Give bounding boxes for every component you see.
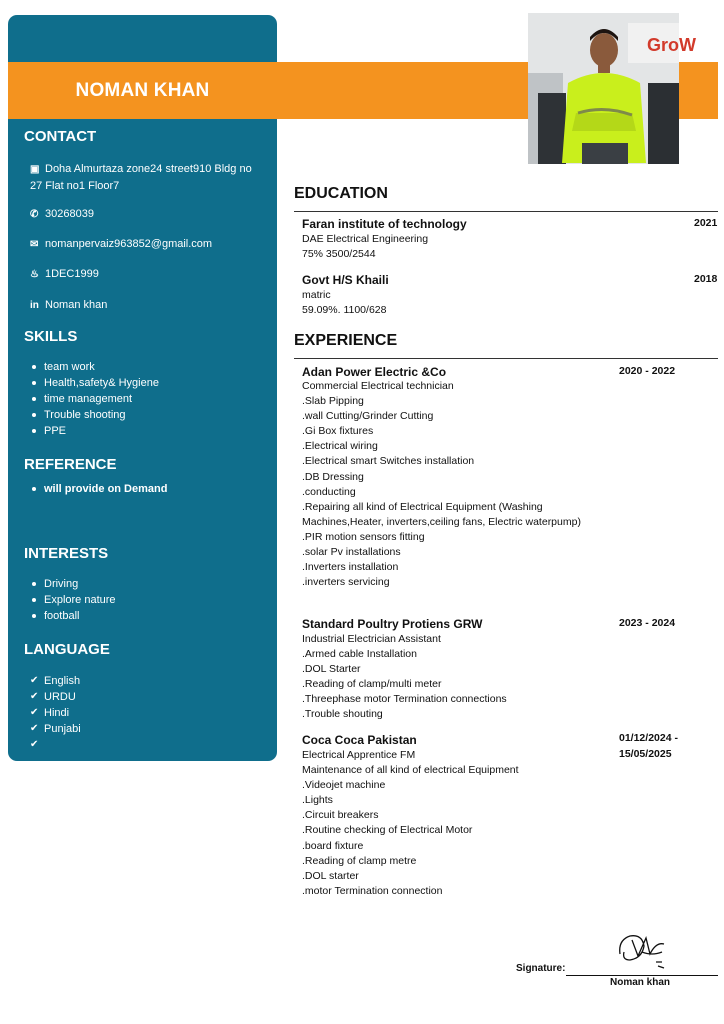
interests-heading: INTERESTS	[24, 545, 109, 562]
job-line: .wall Cutting/Grinder Cutting	[302, 410, 434, 423]
skill-item: team work	[30, 359, 159, 375]
id-card-icon: ▣	[30, 164, 40, 175]
job-line: .Gi Box fixtures	[302, 425, 374, 438]
job-line: Maintenance of all kind of electrical Equipment	[302, 764, 519, 777]
job-line: Industrial Electrician Assistant	[302, 633, 441, 645]
education-year: 2021	[694, 217, 718, 229]
linkedin-icon: in	[30, 300, 39, 311]
job-company: Coca Coca Pakistan	[302, 733, 417, 747]
language-item: ✔ Punjabi	[30, 721, 81, 737]
job-line: Electrical Apprentice FM	[302, 749, 416, 761]
linkedin-text: Noman khan	[45, 299, 108, 311]
skill-item: Health,safety& Hygiene	[30, 375, 159, 391]
job-line: .motor Termination connection	[302, 884, 443, 897]
education-detail: DAE Electrical Engineering	[302, 233, 429, 245]
language-list	[30, 673, 81, 753]
contact-address	[30, 161, 265, 194]
experience-heading: EXPERIENCE	[294, 332, 398, 349]
interest-item: football	[30, 608, 116, 624]
job-line: .DOL Starter	[302, 663, 361, 676]
job-line: .Inverters installation	[302, 561, 399, 574]
job-line: .solar Pv installations	[302, 546, 401, 559]
signature-label: Signature:	[516, 963, 566, 974]
interest-item: Explore nature	[30, 592, 116, 608]
reference-heading: REFERENCE	[24, 456, 117, 473]
skills-list	[30, 359, 159, 439]
interest-item: Driving	[30, 576, 116, 592]
education-divider	[294, 211, 718, 212]
job-details	[302, 379, 612, 590]
signature-line	[566, 975, 718, 976]
skill-item: PPE	[30, 423, 159, 439]
wall-sign-text: GroW	[647, 35, 696, 55]
language-item: ✔ URDU	[30, 689, 81, 705]
email-text: nomanpervaiz963852@gmail.com	[45, 238, 213, 250]
education-school: Govt H/S Khaili	[302, 273, 389, 287]
education-year: 2018	[694, 273, 718, 285]
job-details	[302, 632, 612, 723]
phone-text: 30268039	[45, 208, 94, 220]
education-detail: 75% 3500/2544	[302, 248, 376, 260]
job-line: .conducting	[302, 485, 356, 498]
contact-email	[30, 236, 265, 253]
job-dates-start: 01/12/2024 -	[619, 732, 678, 744]
skill-item: time management	[30, 391, 159, 407]
job-details	[302, 748, 612, 899]
signature-name: Noman khan	[610, 977, 671, 988]
job-line: Commercial Electrical technician	[302, 380, 454, 392]
address-text: Doha Almurtaza zone24 street910 Bldg no 27 Flat no1 Floor7	[30, 163, 252, 192]
job-line: .Electrical smart Switches installation	[302, 455, 475, 468]
skills-heading: SKILLS	[24, 328, 78, 345]
education-school: Faran institute of technology	[302, 217, 467, 231]
cake-icon: ♨	[30, 269, 39, 280]
job-line: .DB Dressing	[302, 470, 364, 483]
job-line: .Electrical wiring	[302, 440, 378, 453]
job-line: .Threephase motor Termination connections	[302, 693, 507, 706]
job-line: .Slab Pipping	[302, 395, 364, 408]
job-company: Adan Power Electric &Co	[302, 365, 447, 379]
job-dates: 2020 - 2022	[619, 365, 676, 377]
profile-photo	[528, 13, 696, 164]
job-line: .Routine checking of Electrical Motor	[302, 824, 473, 837]
language-item	[30, 737, 81, 753]
job-line: .Lights	[302, 794, 333, 807]
handwritten-signature	[612, 926, 672, 972]
job-line: Machines,Heater, inverters,ceiling fans, Electric waterpump)	[302, 515, 581, 528]
job-dates: 2023 - 2024	[619, 617, 676, 629]
language-item: ✔ Hindi	[30, 705, 81, 721]
contact-dob	[30, 266, 265, 283]
job-line: .Videojet machine	[302, 779, 386, 792]
interests-list	[30, 576, 116, 624]
education-heading: EDUCATION	[294, 185, 388, 202]
education-detail: 59.09%. 1100/628	[302, 304, 387, 316]
contact-heading: CONTACT	[24, 128, 97, 145]
contact-phone	[30, 206, 265, 223]
reference-item: will provide on Demand	[30, 481, 167, 497]
job-line: .DOL starter	[302, 869, 359, 882]
skill-item: Trouble shooting	[30, 407, 159, 423]
education-detail: matric	[302, 289, 331, 301]
job-line: .board fixture	[302, 839, 364, 852]
dob-text: 1DEC1999	[45, 268, 99, 280]
job-line: .Repairing all kind of Electrical Equipment (Washing	[302, 500, 543, 513]
mail-icon: ✉	[30, 239, 39, 250]
experience-divider	[294, 358, 718, 359]
job-line: .PIR motion sensors fitting	[302, 530, 425, 543]
job-company: Standard Poultry Protiens GRW	[302, 617, 483, 631]
job-line: .Trouble shouting	[302, 708, 383, 721]
job-line: .Reading of clamp metre	[302, 854, 417, 867]
language-item: ✔ English	[30, 673, 81, 689]
job-line: .Armed cable Installation	[302, 648, 417, 661]
phone-icon: ✆	[30, 209, 39, 220]
language-heading: LANGUAGE	[24, 641, 110, 658]
job-line: .Circuit breakers	[302, 809, 379, 822]
job-dates-end: 15/05/2025	[619, 748, 672, 760]
reference-list	[30, 481, 167, 497]
job-line: .inverters servicing	[302, 576, 390, 589]
candidate-name: NOMAN KHAN	[75, 80, 210, 101]
contact-linkedin	[30, 297, 265, 314]
job-line: .Reading of clamp/multi meter	[302, 678, 442, 691]
